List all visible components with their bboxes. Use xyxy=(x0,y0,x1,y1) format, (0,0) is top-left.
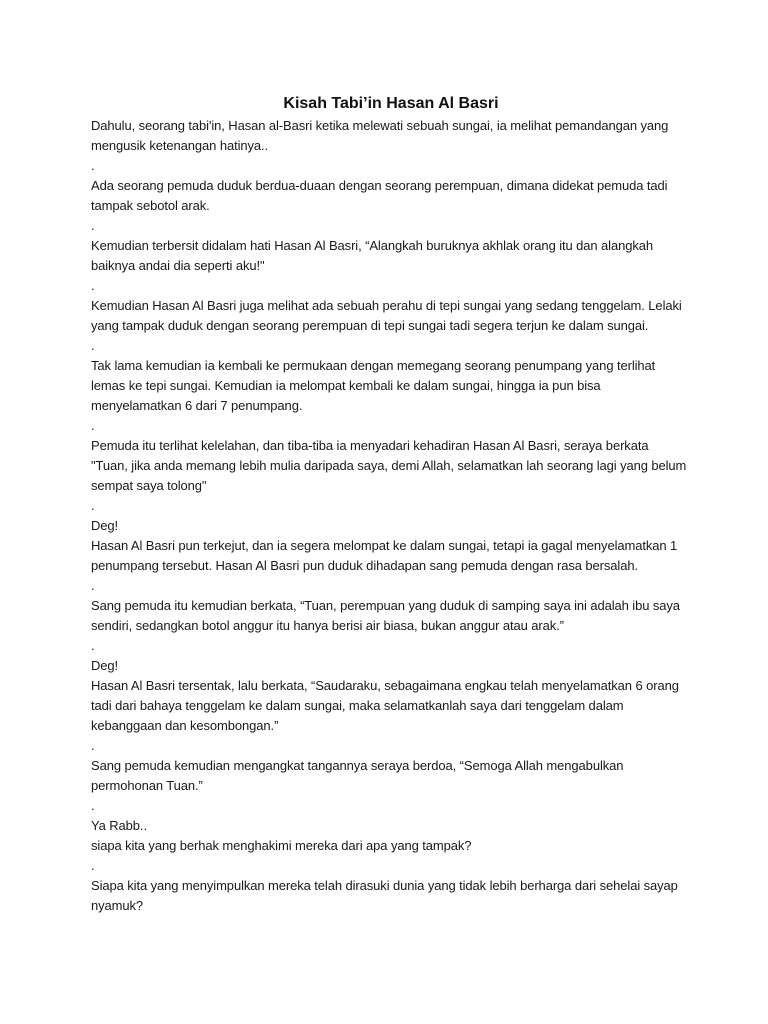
separator-dot: . xyxy=(91,218,95,233)
separator-dot: . xyxy=(91,738,95,753)
paragraph-line: lemas ke tepi sungai. Kemudian ia melompat kembali ke dalam sungai, hingga ia pun bisa xyxy=(91,378,601,393)
paragraph-line: Kemudian Hasan Al Basri juga melihat ada sebuah perahu di tepi sungai yang sedang tenggelam. Lelaki xyxy=(91,298,682,313)
separator-dot: . xyxy=(91,338,95,353)
separator-dot: . xyxy=(91,418,95,433)
paragraph xyxy=(91,876,691,916)
paragraph-line: Sang pemuda itu kemudian berkata, “Tuan, perempuan yang duduk di samping saya ini adalah ibu saya xyxy=(91,598,680,613)
paragraph xyxy=(91,356,691,416)
paragraph-line: Deg! xyxy=(91,658,119,673)
document-text xyxy=(91,116,691,916)
paragraph-line: Ada seorang pemuda duduk berdua-duaan dengan seorang perempuan, dimana didekat pemuda tadi xyxy=(91,178,668,193)
paragraph xyxy=(91,596,691,636)
paragraph-line: "Tuan, jika anda memang lebih mulia daripada saya, demi Allah, selamatkan lah seorang lagi yang belum xyxy=(91,458,687,473)
paragraph-line: Siapa kita yang menyimpulkan mereka telah dirasuki dunia yang tidak lebih berharga dari sehelai sayap xyxy=(91,878,678,893)
paragraph xyxy=(91,296,691,336)
paragraph xyxy=(91,176,691,216)
paragraph-line: sendiri, sedangkan botol anggur itu hanya berisi air biasa, bukan anggur atau arak.” xyxy=(91,618,564,633)
paragraph-line: Hasan Al Basri tersentak, lalu berkata, “Saudaraku, sebagaimana engkau telah menyelamatkan 6 orang xyxy=(91,678,679,693)
document-title: Kisah Tabi’in Hasan Al Basri xyxy=(283,95,499,112)
paragraph xyxy=(91,656,691,736)
paragraph-line: siapa kita yang berhak menghakimi mereka dari apa yang tampak? xyxy=(91,838,472,853)
paragraph-line: permohonan Tuan.” xyxy=(91,778,203,793)
paragraph xyxy=(91,516,691,576)
paragraph-line: menyelamatkan 6 dari 7 penumpang. xyxy=(91,398,303,413)
paragraph-line: nyamuk? xyxy=(91,898,144,913)
paragraph-line: kebanggaan dan kesombongan.” xyxy=(91,718,279,733)
paragraph-line: penumpang tersebut. Hasan Al Basri pun duduk dihadapan sang pemuda dengan rasa bersalah. xyxy=(91,558,638,573)
paragraph-line: tampak sebotol arak. xyxy=(91,198,210,213)
paragraph xyxy=(91,816,691,856)
paragraph-line: tadi dari bahaya tenggelam ke dalam sungai, maka selamatkanlah saya dari tenggelam dalam xyxy=(91,698,624,713)
paragraph xyxy=(91,116,691,156)
paragraph-line: yang tampak duduk dengan seorang perempuan di tepi sungai tadi segera terjun ke dalam sungai. xyxy=(91,318,649,333)
paragraph xyxy=(91,756,691,796)
separator-dot: . xyxy=(91,638,95,653)
separator-dot: . xyxy=(91,798,95,813)
paragraph-line: baiknya andai dia seperti aku!" xyxy=(91,258,265,273)
paragraph-line: Dahulu, seorang tabi'in, Hasan al-Basri ketika melewati sebuah sungai, ia melihat pemandangan yang xyxy=(91,118,669,133)
separator-dot: . xyxy=(91,278,95,293)
paragraph-line: Kemudian terbersit didalam hati Hasan Al Basri, “Alangkah buruknya akhlak orang itu dan alangkah xyxy=(91,238,654,253)
paragraph xyxy=(91,236,691,276)
paragraph xyxy=(91,436,691,496)
paragraph-line: Deg! xyxy=(91,518,119,533)
paragraph-line: mengusik ketenangan hatinya.. xyxy=(91,138,269,153)
paragraph-line: Pemuda itu terlihat kelelahan, dan tiba-tiba ia menyadari kehadiran Hasan Al Basri, seraya berkata xyxy=(91,438,649,453)
separator-dot: . xyxy=(91,858,95,873)
separator-dot: . xyxy=(91,158,95,173)
paragraph-line: Hasan Al Basri pun terkejut, dan ia segera melompat ke dalam sungai, tetapi ia gagal menyelamatkan 1 xyxy=(91,538,678,553)
separator-dot: . xyxy=(91,578,95,593)
paragraph-line: sempat saya tolong" xyxy=(91,478,207,493)
document-body xyxy=(91,94,691,916)
paragraph-line: Sang pemuda kemudian mengangkat tangannya seraya berdoa, “Semoga Allah mengabulkan xyxy=(91,758,624,773)
separator-dot: . xyxy=(91,498,95,513)
paragraph-line: Tak lama kemudian ia kembali ke permukaan dengan memegang seorang penumpang yang terlihat xyxy=(91,358,656,373)
paragraph-line: Ya Rabb.. xyxy=(91,818,147,833)
